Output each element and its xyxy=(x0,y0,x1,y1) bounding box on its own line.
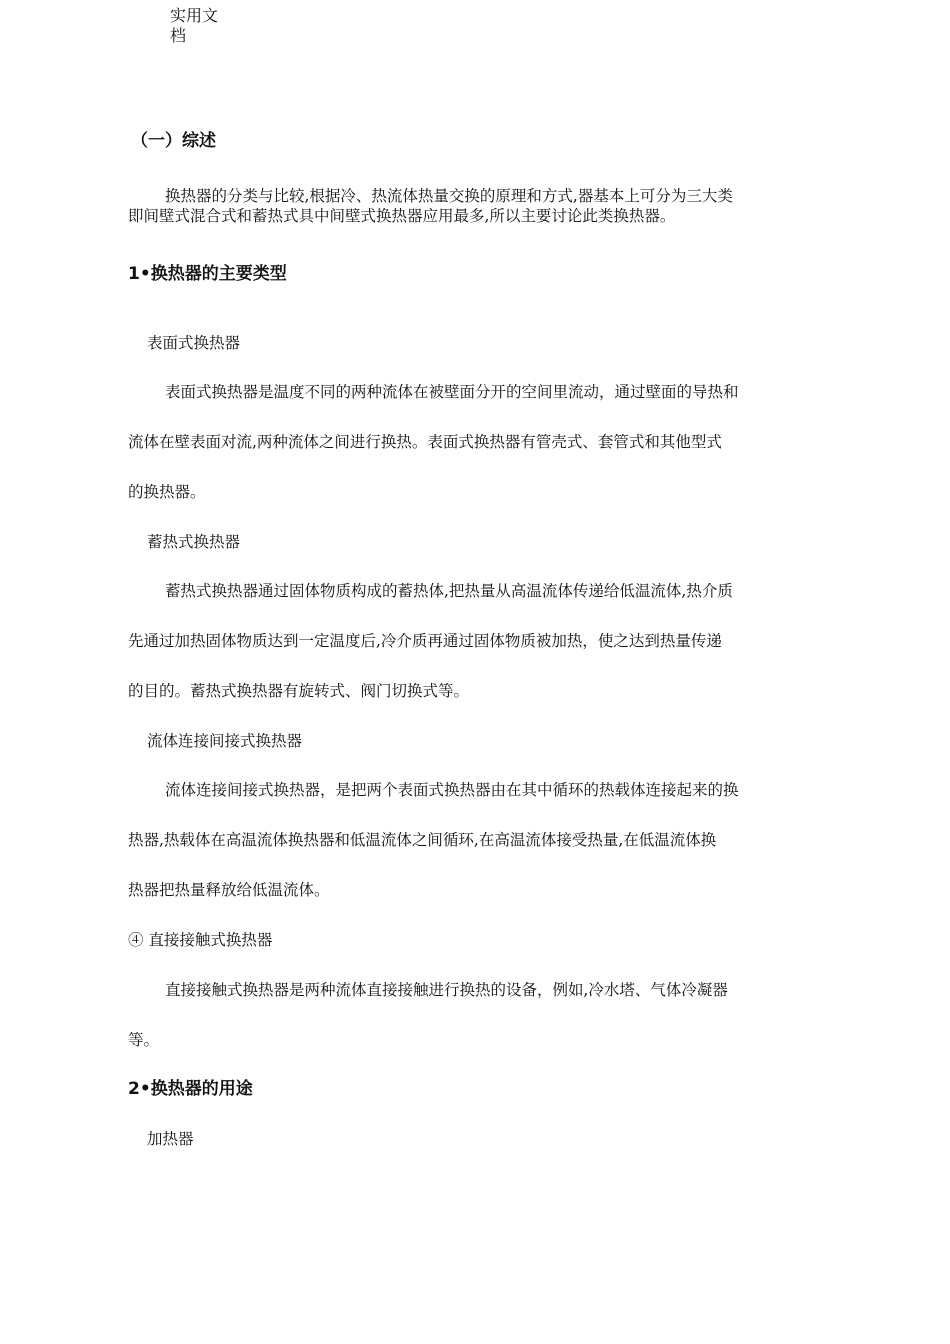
type-title-regenerative: 蓄热式换热器 xyxy=(147,533,241,551)
type-direct-contact-line-2: 等。 xyxy=(128,1031,160,1049)
type-surface-line-1: 表面式换热器是温度不同的两种流体在被壁面分开的空间里流动，通过壁面的导热和 xyxy=(165,383,739,401)
intro-line-1: 换热器的分类与比较,根据冷、热流体热量交换的原理和方式,器基本上可分为三大类 xyxy=(165,187,733,205)
type-fluid-coupled-line-2: 热器,热载体在高温流体换热器和低温流体之间循环,在高温流体接受热量,在低温流体换 xyxy=(128,831,717,849)
type-fluid-coupled-line-3: 热器把热量释放给低温流体。 xyxy=(128,881,330,899)
type-surface-line-3: 的换热器。 xyxy=(128,483,206,501)
heading-main-types: 1•换热器的主要类型 xyxy=(128,264,287,284)
type-surface-line-2: 流体在壁表面对流,两种流体之间进行换热。表面式换热器有管壳式、套管式和其他型式 xyxy=(128,433,722,451)
type-regenerative-line-2: 先通过加热固体物质达到一定温度后,冷介质再通过固体物质被加热，使之达到热量传递 xyxy=(128,632,722,650)
type-fluid-coupled-line-1: 流体连接间接式换热器，是把两个表面式换热器由在其中循环的热载体连接起来的换 xyxy=(165,781,739,799)
type-regenerative-line-1: 蓄热式换热器通过固体物质构成的蓄热体,把热量从高温流体传递给低温流体,热介质 xyxy=(165,582,733,600)
type-title-fluid-coupled: 流体连接间接式换热器 xyxy=(147,732,303,750)
type-title-direct-contact: ④ 直接接触式换热器 xyxy=(128,931,273,949)
type-direct-contact-line-1: 直接接触式换热器是两种流体直接接触进行换热的设备，例如,冷水塔、气体冷凝器 xyxy=(165,981,728,999)
heading-uses: 2•换热器的用途 xyxy=(128,1079,253,1099)
section-heading: （一）综述 xyxy=(131,131,216,151)
type-title-surface: 表面式换热器 xyxy=(147,334,241,352)
use-title-heater: 加热器 xyxy=(147,1130,194,1148)
intro-line-2: 即间壁式混合式和蓄热式具中间壁式换热器应用最多,所以主要讨论此类换热器。 xyxy=(128,207,676,225)
type-regenerative-line-3: 的目的。蓄热式换热器有旋转式、阀门切换式等。 xyxy=(128,682,470,700)
header-tag: 实用文档 xyxy=(170,6,219,45)
